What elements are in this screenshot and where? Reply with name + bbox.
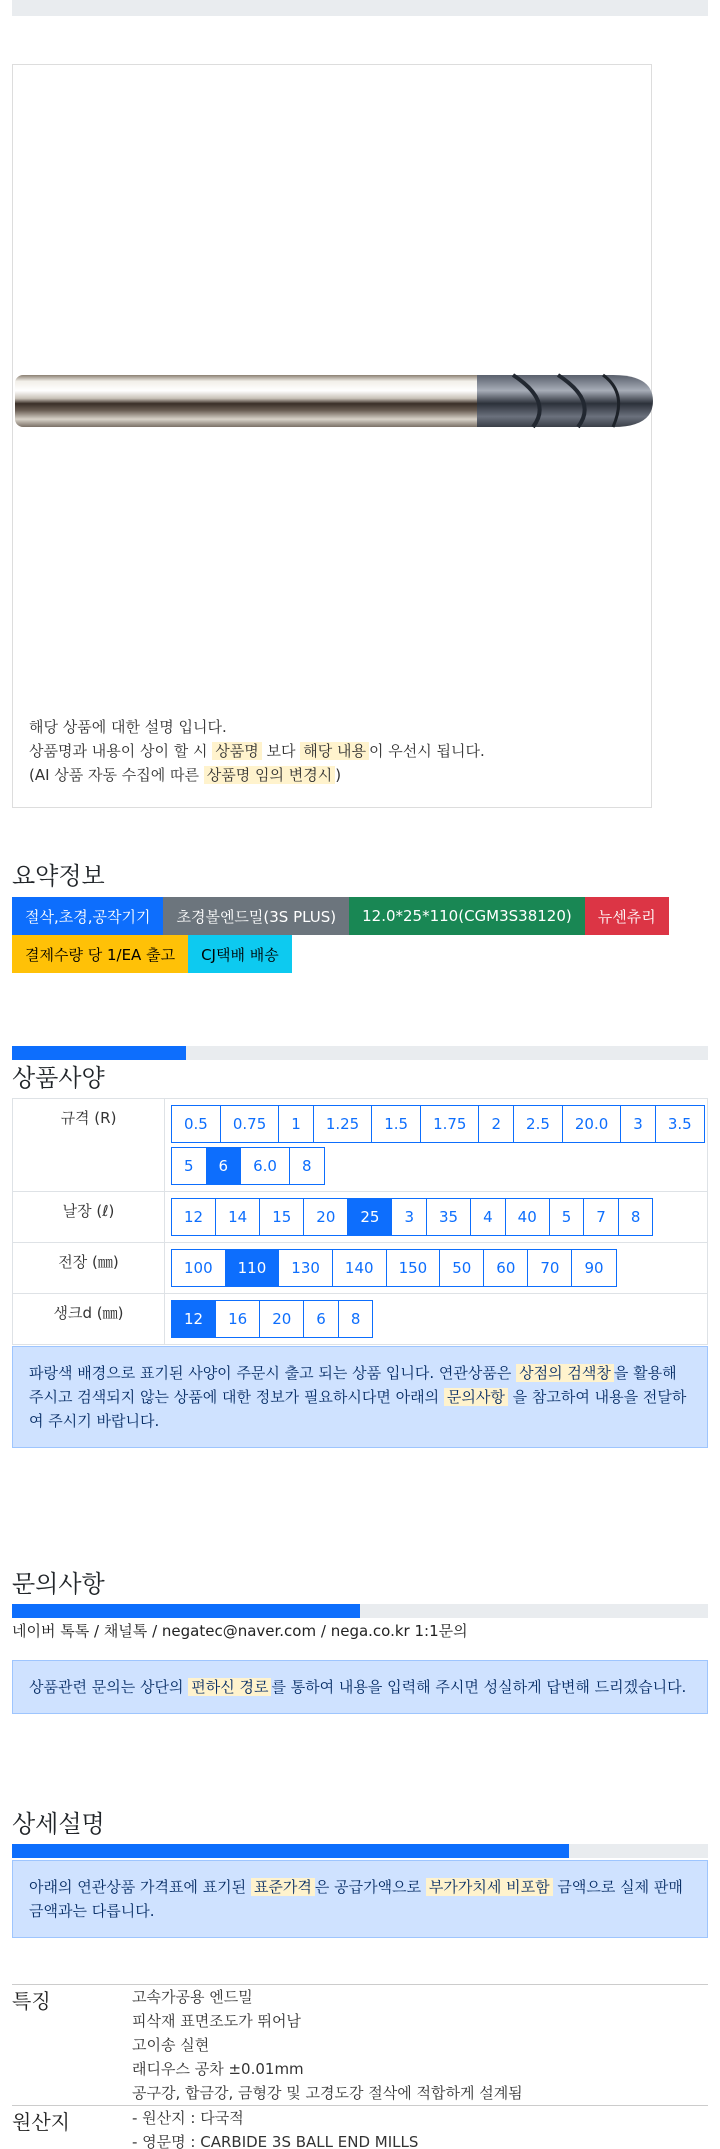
spec-options <box>165 1294 707 1344</box>
features-label: 특징 <box>12 1989 51 2013</box>
spec-option-button[interactable]: 25 <box>347 1198 392 1236</box>
spec-option-button[interactable]: 1.5 <box>371 1105 421 1143</box>
origin-list <box>132 2106 418 2149</box>
progress-fill <box>12 1844 569 1858</box>
inquiry-link[interactable]: nega.co.kr 1:1문의 <box>330 1622 468 1640</box>
description-text: 보다 <box>261 742 301 760</box>
end-mill-image <box>13 353 653 449</box>
features-list <box>132 1985 523 2105</box>
detail-progress-bar <box>12 1844 708 1858</box>
feature-item: 공구강, 합금강, 금형강 및 고경도강 절삭에 적합하게 설계됨 <box>132 2084 523 2102</box>
spec-option-button[interactable]: 16 <box>215 1300 260 1338</box>
summary-badge: 뉴센츄리 <box>585 897 669 935</box>
summary-badge: 초경볼엔드밀(3S PLUS) <box>163 897 349 935</box>
link-separator: / <box>89 1622 104 1640</box>
spec-option-button[interactable]: 70 <box>527 1249 572 1287</box>
spec-option-button[interactable]: 0.75 <box>220 1105 279 1143</box>
origin-item: - 영문명 : CARBIDE 3S BALL END MILLS <box>132 2133 419 2149</box>
spec-option-button[interactable]: 150 <box>386 1249 441 1287</box>
link-separator: / <box>147 1622 162 1640</box>
spec-option-button[interactable]: 35 <box>426 1198 471 1236</box>
inquiry-progress-bar <box>12 1604 708 1618</box>
spec-option-button[interactable]: 1 <box>278 1105 314 1143</box>
spec-option-button[interactable]: 130 <box>278 1249 333 1287</box>
feature-item: 피삭재 표면조도가 뛰어남 <box>132 2012 301 2030</box>
summary-badge: 12.0*25*110(CGM3S38120) <box>349 897 585 935</box>
highlight-vat: 부가가치세 비포함 <box>426 1878 553 1896</box>
spec-label: 규격 (R) <box>13 1099 165 1191</box>
notice-text: 을 참고하여 내용을 전달하여 주시기 바랍니다. <box>29 1388 687 1430</box>
link-separator: / <box>316 1622 331 1640</box>
spec-option-button[interactable]: 4 <box>470 1198 506 1236</box>
detail-notice <box>12 1860 708 1938</box>
spec-option-button[interactable]: 40 <box>505 1198 550 1236</box>
spec-table <box>12 1098 708 1345</box>
specs-progress-bar <box>12 1046 708 1060</box>
inquiry-link[interactable]: 채널톡 <box>103 1622 148 1640</box>
origin-label: 원산지 <box>12 2110 70 2134</box>
highlight-store-search: 상점의 검색창 <box>516 1364 614 1382</box>
description-text: (AI 상품 자동 수집에 따른 <box>29 766 204 784</box>
spec-label: 전장 (㎜) <box>13 1243 165 1293</box>
summary-title: 요약정보 <box>12 862 105 890</box>
notice-text: 을 활용해 주시고 검색되지 않는 상품에 대한 정보가 필요하시다면 아래의 <box>29 1364 677 1406</box>
top-bar <box>12 0 708 16</box>
highlight-route: 편하신 경로 <box>188 1678 271 1696</box>
notice-text: 금액으로 실제 판매금액과는 다릅니다. <box>29 1878 683 1920</box>
features-section <box>12 1984 708 2104</box>
specs-notice <box>12 1346 708 1448</box>
spec-option-button[interactable]: 3 <box>620 1105 656 1143</box>
feature-item: 고속가공용 엔드밀 <box>132 1988 253 2006</box>
inquiry-link[interactable]: negatec@naver.com <box>161 1622 317 1640</box>
specs-title: 상품사양 <box>12 1064 105 1092</box>
spec-option-button[interactable]: 5 <box>171 1147 207 1185</box>
summary-badge: 절삭,초경,공작기기 <box>12 897 163 935</box>
inquiry-title: 문의사항 <box>12 1570 105 1598</box>
spec-option-button[interactable]: 20.0 <box>562 1105 621 1143</box>
description-line-3 <box>29 763 485 787</box>
notice-text: 은 공급가액으로 <box>314 1878 426 1896</box>
origin-item: - 원산지 : 다국적 <box>132 2109 244 2127</box>
highlight-standard-price: 표준가격 <box>251 1878 315 1896</box>
inquiry-link[interactable]: 네이버 톡톡 <box>12 1622 90 1640</box>
spec-option-button[interactable]: 14 <box>215 1198 260 1236</box>
notice-text: 파랑색 배경으로 표기된 사양이 주문시 출고 되는 상품 입니다. 연관상품은 <box>29 1364 517 1382</box>
spec-option-button[interactable]: 8 <box>338 1300 374 1338</box>
inquiry-links <box>12 1620 468 1641</box>
highlight-product-name: 상품명 <box>212 742 261 760</box>
product-description <box>29 715 485 787</box>
spec-option-button[interactable]: 8 <box>618 1198 654 1236</box>
spec-option-button[interactable]: 3 <box>391 1198 427 1236</box>
description-line-2 <box>29 739 485 763</box>
spec-option-button[interactable]: 20 <box>259 1300 304 1338</box>
product-image-frame <box>12 64 652 808</box>
spec-option-button[interactable]: 15 <box>259 1198 304 1236</box>
spec-options <box>165 1099 707 1191</box>
spec-option-button[interactable]: 12 <box>171 1198 216 1236</box>
spec-row <box>13 1192 707 1243</box>
summary-badges <box>12 897 712 973</box>
spec-option-button[interactable]: 1.75 <box>420 1105 479 1143</box>
spec-option-button[interactable]: 8 <box>289 1147 325 1185</box>
spec-option-button[interactable]: 5 <box>549 1198 585 1236</box>
spec-row <box>13 1243 707 1294</box>
spec-option-button[interactable]: 140 <box>332 1249 387 1287</box>
highlight-name-change: 상품명 임의 변경시 <box>204 766 335 784</box>
summary-badge: CJ택배 배송 <box>188 935 292 973</box>
spec-option-button[interactable]: 6 <box>303 1300 339 1338</box>
spec-option-button[interactable]: 100 <box>171 1249 226 1287</box>
spec-option-button[interactable]: 2 <box>478 1105 514 1143</box>
spec-option-button[interactable]: 2.5 <box>513 1105 563 1143</box>
notice-text: 를 통하여 내용을 입력해 주시면 성실하게 답변해 드리겠습니다. <box>271 1678 687 1696</box>
spec-option-button[interactable]: 110 <box>225 1249 280 1287</box>
description-text: 이 우선시 됩니다. <box>368 742 485 760</box>
feature-item: 고이송 실현 <box>132 2036 210 2054</box>
notice-text: 아래의 연관상품 가격표에 표기된 <box>29 1878 251 1896</box>
spec-option-button[interactable]: 60 <box>483 1249 528 1287</box>
description-text: 상품명과 내용이 상이 할 시 <box>29 742 213 760</box>
spec-label: 생크d (㎜) <box>13 1294 165 1344</box>
feature-item: 래디우스 공차 ±0.01mm <box>132 2060 304 2078</box>
summary-badge: 결제수량 당 1/EA 출고 <box>12 935 188 973</box>
origin-section <box>12 2105 708 2149</box>
spec-label: 날장 (ℓ) <box>13 1192 165 1242</box>
spec-options <box>165 1243 707 1293</box>
spec-options <box>165 1192 707 1242</box>
highlight-inquiry: 문의사항 <box>444 1388 508 1406</box>
spec-option-button[interactable]: 20 <box>303 1198 348 1236</box>
spec-option-button[interactable]: 1.25 <box>313 1105 372 1143</box>
description-line-1: 해당 상품에 대한 설명 입니다. <box>29 718 227 736</box>
spec-option-button[interactable]: 3.5 <box>655 1105 705 1143</box>
highlight-content: 해당 내용 <box>300 742 369 760</box>
spec-option-button[interactable]: 0.5 <box>171 1105 221 1143</box>
description-text: ) <box>335 766 342 784</box>
detail-title: 상세설명 <box>12 1810 105 1838</box>
badge-row-2 <box>12 935 712 973</box>
spec-row <box>13 1099 707 1192</box>
spec-option-button[interactable]: 12 <box>171 1300 216 1338</box>
spec-option-button[interactable]: 50 <box>439 1249 484 1287</box>
inquiry-notice <box>12 1660 708 1714</box>
progress-fill <box>12 1604 360 1618</box>
badge-row-1 <box>12 897 712 935</box>
spec-option-button[interactable]: 7 <box>583 1198 619 1236</box>
spec-option-button[interactable]: 6.0 <box>240 1147 290 1185</box>
spec-option-button[interactable]: 6 <box>206 1147 242 1185</box>
notice-text: 상품관련 문의는 상단의 <box>29 1678 189 1696</box>
spec-option-button[interactable]: 90 <box>571 1249 616 1287</box>
spec-row <box>13 1294 707 1344</box>
